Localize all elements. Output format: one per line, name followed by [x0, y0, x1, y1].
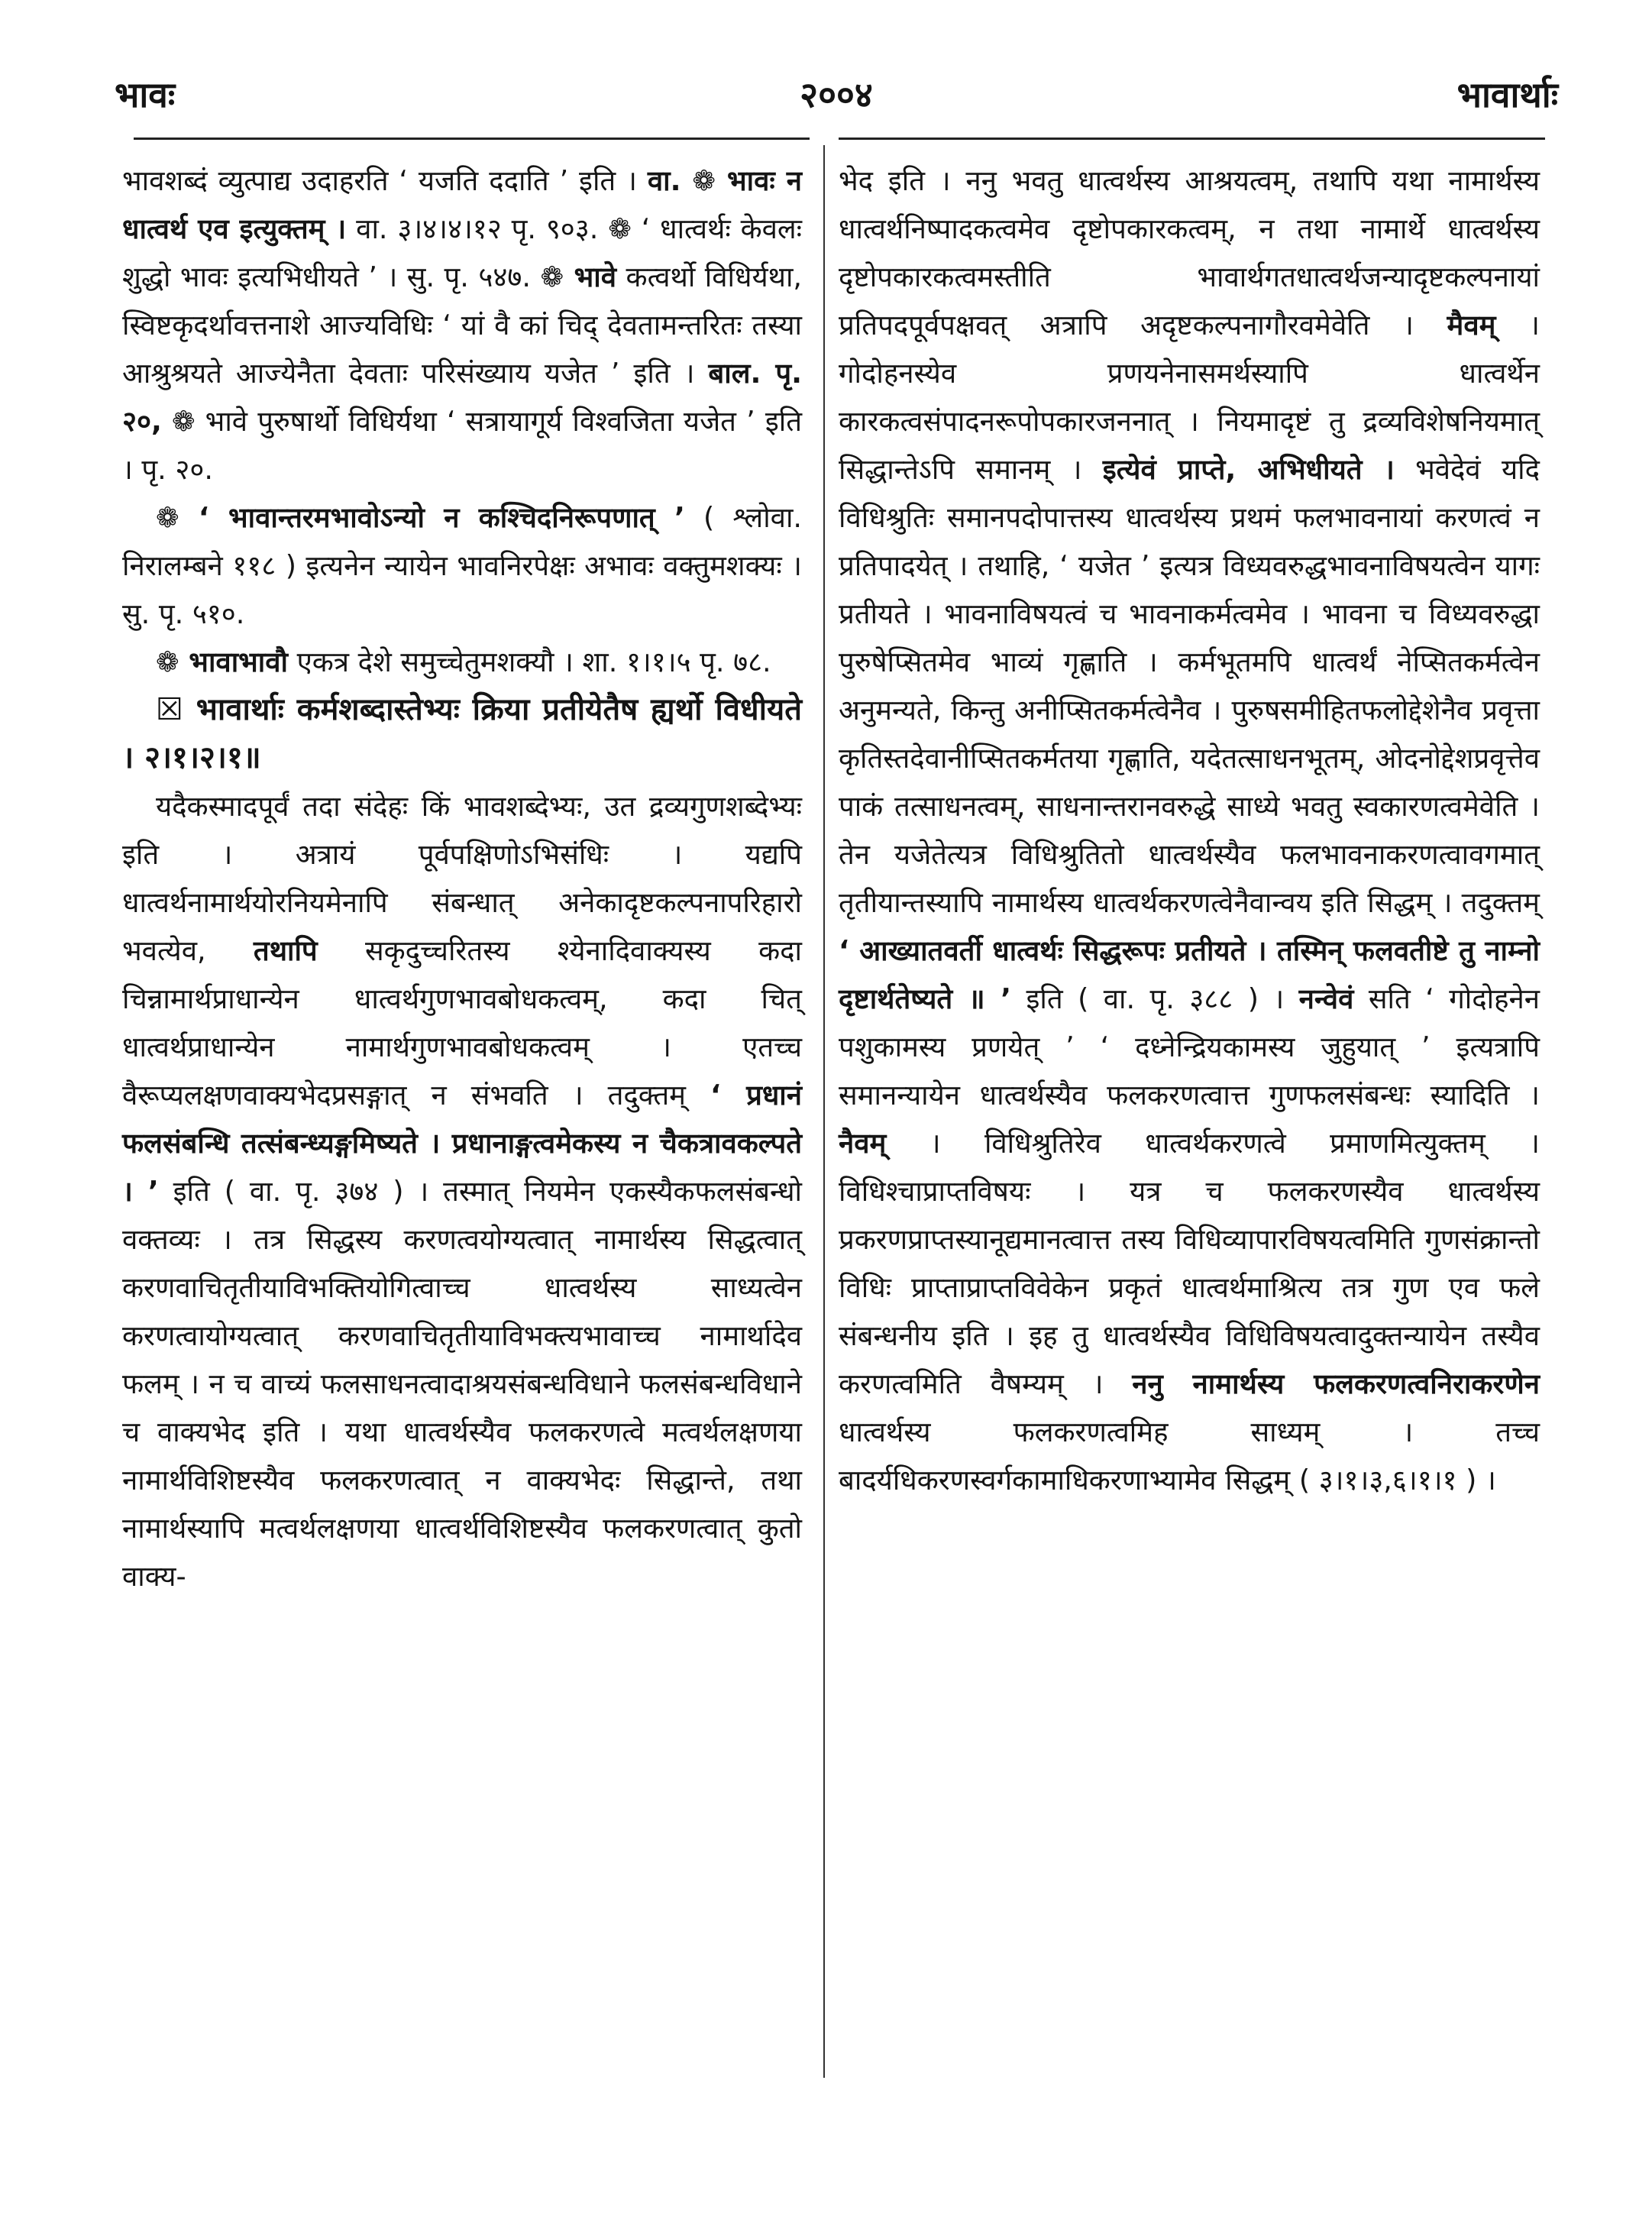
- header-rule-left: [134, 138, 810, 140]
- left-paragraph-1: [122, 157, 802, 493]
- sutra-heading: [122, 686, 802, 782]
- left-p3-text: एकत्र देशे समुच्चेतुमशक्यौ । शा. १।१।५ पृ. ७८.: [296, 645, 771, 678]
- left-p1-ref4-label: बाल. पृ. २०,: [122, 357, 802, 438]
- running-head-left: भावः: [115, 74, 176, 115]
- right-p1b-text: । गोदोहनस्येव प्रणयनेनासमर्थस्यापि धात्वर्थेन कारकत्वसंपादनरूपोपकारजननात् । नियमादृष्टं तु द्रव्यविशेषनियमात् सिद्धान्तेऽपि समानम् ।: [839, 309, 1540, 486]
- left-p1-ref3-head: ❁ भावे: [540, 260, 617, 293]
- right-p1-quote: ‘ आख्यातवर्ती धात्वर्थः सिद्धरूपः प्रतीयते । तस्मिन् फलवतीष्टे तु नाम्नो दृष्टार्थतेष्यते ॥ ’: [839, 934, 1540, 1015]
- right-p1g-text: धात्वर्थस्य फलकरणत्वमिह साध्यम् । तच्च बादर्यधिकरणस्वर्गकामाधिकरणाभ्यामेव सिद्धम् ( ३।१।३,६।१।१ ) ।: [839, 1415, 1540, 1496]
- right-p1e-text: सति ‘ गोदोहनेन पशुकामस्य प्रणयेत् ’ ‘ दध्नेन्द्रियकामस्य जुहुयात् ’ इत्यत्रापि समानन्यायेन धात्वर्थस्यैव फलकरणत्वात्त गुणफलसंबन्धः स्यादिति ।: [839, 982, 1540, 1111]
- left-paragraph-4: [122, 782, 802, 1600]
- left-paragraph-2: [122, 493, 802, 638]
- left-p4-text: यदैकस्मादपूर्वं तदा संदेहः किं भावशब्देभ्यः, उत द्रव्यगुणशब्देभ्यः इति । अत्रायं पूर्वपक्षिणोऽभिसंधिः । यद्यपि धात्वर्थनामार्थयोरनियमेनापि संबन्धात् अनेकादृष्टकल्पनापरिहारो भवत्येव,: [122, 790, 802, 967]
- sutra-text: भावार्थाः कर्मशब्दास्तेभ्यः क्रिया प्रतीयेतैष ह्यर्थो विधीयते । २।१।२।१॥: [122, 692, 802, 775]
- right-p1-naivam2: नैवम्: [839, 1127, 887, 1160]
- left-column: [122, 157, 802, 1600]
- running-head-right: भावार्थाः: [1456, 74, 1558, 115]
- right-p1-naivam: मैवम्: [1447, 309, 1496, 341]
- right-p1-nanu: ननु नामार्थस्य फलकरणत्वनिराकरणेन: [1132, 1367, 1540, 1400]
- left-p1-ref4: ❁ भावे पुरुषार्थो विधिर्यथा ‘ सत्रायागूर्य विश्वजिता यजेत ’ इति । पृ. २०.: [122, 405, 802, 486]
- right-column: [839, 157, 1540, 1504]
- left-p4-tathapi: तथापि: [253, 934, 318, 967]
- right-paragraph-1: [839, 157, 1540, 1504]
- left-p1-ref3: कत्वर्थो विधिर्यथा, स्विष्टकृदर्थावत्तनाशे आज्यविधिः ‘ यां वै कां चिद् देवतामन्तरितः तस्या आश्रुश्रयते आज्येनैता देवताः परिसंख्याय यजेत ’ इति ।: [122, 260, 802, 390]
- sutra-mark-icon: ☒: [156, 692, 183, 727]
- left-p3-head: ❁ भावाभावौ: [156, 645, 289, 678]
- left-p4b-text: सकृदुच्चरितस्य श्येनादिवाक्यस्य कदा चिन्नामार्थप्राधान्येन धात्वर्थगुणभावबोधकत्वम्, कदा चित् धात्वर्थप्राधान्येन नामार्थगुणभावबोधकत्वम् । एतच्च वैरूप्यलक्षणवाक्यभेदप्रसङ्गात् न संभवति । तदुक्तम्: [122, 934, 802, 1111]
- left-p1-ref1-cite: वा. ३।४।४।१२ पृ. ९०३.: [356, 212, 599, 245]
- column-divider: [823, 145, 825, 2078]
- left-p2-text: ( श्लोवा. निरालम्बने ११८ ) इत्यनेन न्यायेन भावनिरपेक्षः अभावः वक्तुमशक्यः । सु. पृ. ५१०.: [122, 501, 802, 630]
- left-p4-quote: ‘ प्रधानं फलसंबन्धि तत्संबन्ध्यङ्गमिष्यते । प्रधानाङ्गत्वमेकस्य न चैकत्रावकल्पते । ’: [122, 1079, 802, 1208]
- right-p1-abhidhiyate: इत्येवं प्राप्ते, अभिधीयते ।: [1102, 453, 1395, 486]
- page-header: [115, 70, 1558, 124]
- left-p2-head: ❁ ‘ भावान्तरमभावोऽन्यो न कश्चिदनिरूपणात् ’: [156, 501, 685, 534]
- right-p1c-text: भवेदेवं यदि विधिश्रुतिः समानपदोपात्तस्य धात्वर्थस्य प्रथमं फलभावनायां करणत्वं न प्रतिपादयेत् । तथाहि, ‘ यजेत ’ इत्यत्र विध्यवरुद्धभावनाविषयत्वेन यागः प्रतीयते । भावनाविषयत्वं च भावनाकर्मत्वमेव । भावना च विध्यवरुद्धा पुरुषेप्सितमेव भाव्यं गृह्णाति । कर्मभूतमपि धात्वर्थं नेप्सितकर्मत्वेन अनुमन्यते, किन्तु अनीप्सितकर्मत्वेनैव । पुरुषसमीहितफलोद्देशेनैव प्रवृत्ता कृतिस्तदेवानीप्सितकर्मतया गृह्णाति, यदेतत्साधनभूतम्, ओदनोद्देशप्रवृत्तेव पाकं तत्साधनत्वम्, साधनान्तरानवरुद्धे साध्ये भवतु स्वकारणत्वमेवेति । तेन यजेतेत्यत्र विधिश्रुतितो धात्वर्थस्यैव फलभावनाकरणत्वावगमात् तृतीयान्तस्यापि नामार्थस्य धात्वर्थकरणत्वेनैवान्वय इति सिद्धम् । तदुक्तम्: [839, 453, 1540, 919]
- left-p1-ref1-label: वा. ❁ भावः न धात्वर्थ एव इत्युक्तम् ।: [122, 164, 802, 245]
- header-rule-right: [839, 138, 1545, 140]
- right-p1-nanvevam: नन्वेवं: [1298, 982, 1354, 1015]
- left-p1-ref2: ❁ ‘ धात्वर्थः केवलः शुद्धो भावः इत्यभिधीयते ’ । सु. पृ. ५४७.: [122, 212, 803, 293]
- right-p1f-text: । विधिश्रुतिरेव धात्वर्थकरणत्वे प्रमाणमित्युक्तम् । विधिश्चाप्राप्तविषयः । यत्र च फलकरणस्यैव धात्वर्थस्य प्रकरणप्राप्तस्यानूद्यमानत्वात्त तस्य विधिव्यापारविषयत्वमिति गुणसंक्रान्तो विधिः प्राप्ताप्राप्तविवेकेन प्रकृतं धात्वर्थमाश्रित्य तत्र गुण एव फले संबन्धनीय इति । इह तु धात्वर्थस्यैव विधिविषयत्वादुक्तन्यायेन तस्यैव करणत्वमिति वैषम्यम् ।: [839, 1127, 1540, 1400]
- left-p1-text: भावशब्दं व्युत्पाद्य उदाहरति ‘ यजति ददाति ’ इति ।: [122, 164, 637, 197]
- left-paragraph-3: [122, 638, 802, 686]
- left-p4c-text: इति ( वा. पृ. ३७४ ) । तस्मात् नियमेन एकस्यैकफलसंबन्धो वक्तव्यः । तत्र सिद्धस्य करणत्वयोग्यत्वात् नामार्थस्य सिद्धत्वात् करणवाचितृतीयाविभक्तियोगित्वाच्च धात्वर्थस्य साध्यत्वेन करणत्वायोग्यत्वात् करणवाचितृतीयाविभक्त्यभावाच्च नामार्थादेव फलम् । न च वाच्यं फलसाधनत्वादाश्रयसंबन्धविधाने फलसंबन्धविधाने च वाक्यभेद इति । यथा धात्वर्थस्यैव फलकरणत्वे मत्वर्थलक्षणया नामार्थविशिष्टस्यैव फलकरणत्वात् न वाक्यभेदः सिद्धान्ते, तथा नामार्थस्यापि मत्वर्थलक्षणया धात्वर्थविशिष्टस्यैव फलकरणत्वात् कुतो वाक्य-: [122, 1175, 803, 1593]
- page-number: २००४: [800, 74, 873, 115]
- right-p1d-text: इति ( वा. पृ. ३८८ ) ।: [1026, 982, 1285, 1015]
- right-p1-text: भेद इति । ननु भवतु धात्वर्थस्य आश्रयत्वम्, तथापि यथा नामार्थस्य धात्वर्थनिष्पादकत्वमेव दृष्टोपकारकत्वम्, न तथा नामार्थे धात्वर्थस्य दृष्टोपकारकत्वमस्तीति भावार्थगतधात्वर्थजन्यादृष्टकल्पनायां प्रतिपदपूर्वपक्षवत् अत्रापि अदृष्टकल्पनागौरवमेवेति ।: [839, 164, 1540, 341]
